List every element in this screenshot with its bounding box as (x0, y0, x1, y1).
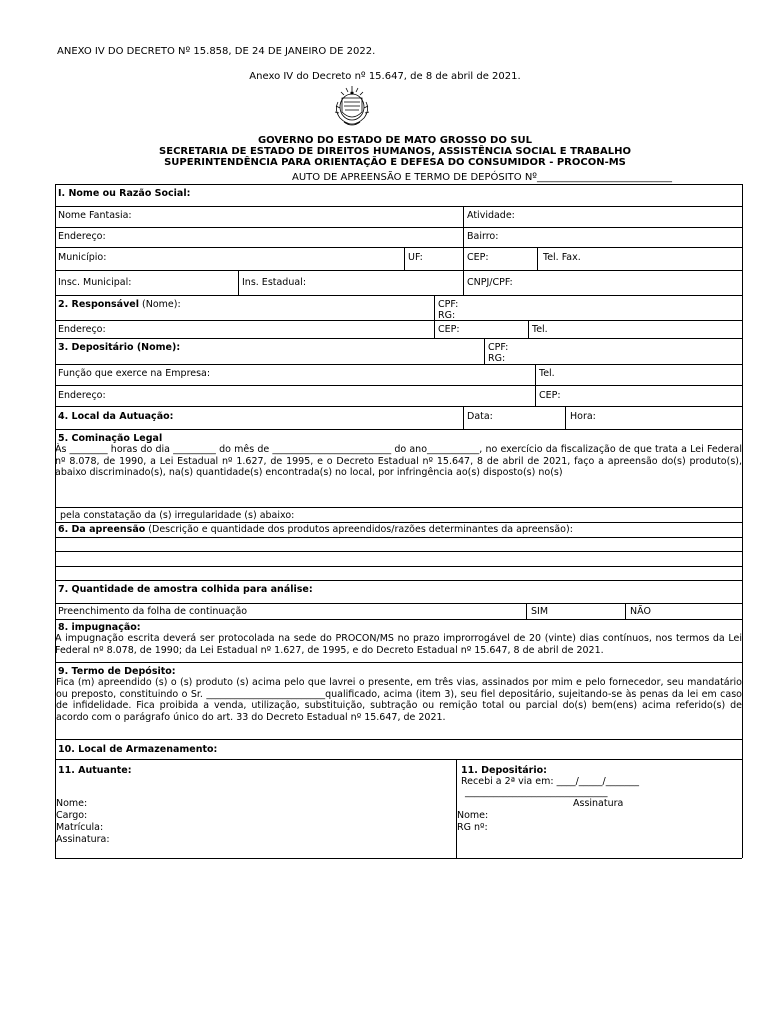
continuacao-label: Preenchimento da folha de continuação (58, 606, 248, 617)
bairro-field[interactable]: Bairro: (467, 231, 499, 242)
nao-option[interactable]: NÃO (630, 606, 651, 617)
cominacao-legal-text: Às ________ horas do dia _________ do mês de _________________________ do ano___________, no exercício da fiscalização de que trata a Lei Federal nº 8.078, de 1990, a Lei Estadual nº 1.627, de 1995, e o Decreto Estadual nº 15.647, 8 de abril de 2021, faço a apreensão do(s) produto(s), abaixo discriminado(s), na(s) quantidade(s) encontrada(s) no local, por infringência ao(s) disposto(s) no(s) (55, 444, 742, 478)
cnpj-cpf-field[interactable]: CNPJ/CPF: (467, 277, 513, 288)
gov-line-3: SUPERINTENDÊNCIA PARA ORIENTAÇÃO E DEFESA DO CONSUMIDOR - PROCON-MS (164, 157, 626, 168)
uf-field[interactable]: UF: (408, 252, 423, 263)
section8-title: 8. impugnação: (58, 622, 141, 633)
gov-line-1: GOVERNO DO ESTADO DE MATO GROSSO DO SUL (257, 135, 533, 146)
ins-estadual-field[interactable]: Ins. Estadual: (242, 277, 307, 288)
responsavel-cpf-field[interactable]: CPF: (438, 299, 459, 310)
depositario-nome-field[interactable]: Nome: (457, 810, 489, 821)
depositario-endereco-field[interactable]: Endereço: (58, 390, 106, 401)
depositario-tel-field[interactable]: Tel. (539, 368, 555, 379)
section4-title: 4. Local da Autuação: (58, 411, 174, 422)
annex-line: ANEXO IV DO DECRETO Nº 15.858, DE 24 DE JANEIRO DE 2022. (57, 46, 376, 57)
responsavel-rg-field[interactable]: RG: (438, 310, 456, 321)
section10-title: 10. Local de Armazenamento: (58, 744, 218, 755)
hora-field[interactable]: Hora: (570, 411, 596, 422)
sim-option[interactable]: SIM (531, 606, 549, 617)
autuante-assinatura-field[interactable]: Assinatura: (56, 834, 110, 845)
section1-title: I. Nome ou Razão Social: (58, 188, 191, 199)
termo-deposito-text: Fica (m) apreendido (s) o (s) produto (s) acima pelo que lavrei o presente, em três vias, assinados por mim e pelo fornecedor, seu mandatário ou preposto, constituindo o Sr. _________________________qualificado, acima (item 3), seu fiel depositário, sujeitando-se às penas da lei em caso de infidelidade. Fica proibida a venda, utilização, substituição, subtração ou remição total ou parcial do(s) bem(ens) acima referido(s) de acordo com o parágrafo único do art. 33 do Decreto Estadual nº 15.647, de 2021. (56, 677, 742, 723)
municipio-field[interactable]: Município: (58, 252, 107, 263)
autuante-matricula-field[interactable]: Matrícula: (56, 822, 104, 833)
atividade-field[interactable]: Atividade: (467, 210, 515, 221)
depositario-cep-field[interactable]: CEP: (539, 390, 561, 401)
autuante-nome-field[interactable]: Nome: (56, 798, 88, 809)
insc-municipal-field[interactable]: Insc. Municipal: (58, 277, 132, 288)
constatacao-text: pela constatação da (s) irregularidade (s) abaixo: (60, 510, 295, 521)
coat-of-arms-icon (330, 84, 374, 128)
form-title: AUTO DE APREENSÃO E TERMO DE DEPÓSITO Nº___________________________ (292, 172, 673, 183)
section6-title: 6. Da apreensão (Descrição e quantidade dos produtos apreendidos/razões determinantes da apreensão): (58, 524, 573, 535)
nome-fantasia-field[interactable]: Nome Fantasia: (58, 210, 132, 221)
depositario-rg-nr-field[interactable]: RG nº: (457, 822, 488, 833)
gov-line-2: SECRETARIA DE ESTADO DE DIREITOS HUMANOS, ASSISTÊNCIA SOCIAL E TRABALHO (159, 146, 631, 157)
impugnacao-text: A impugnação escrita deverá ser protocolada na sede do PROCON/MS no prazo improrrogável de 20 (vinte) dias contínuos, nos termos da Lei Federal nº 8.078, de 1990; da Lei Estadual nº 1.627, de 1995, e do Decreto Estadual nº 15.647, 8 de abril de 2021. (55, 633, 742, 656)
recebi-field[interactable]: Recebi a 2ª via em: ____/_____/_______ (461, 776, 639, 787)
signature-line[interactable]: ______________________________ (465, 787, 608, 798)
section2-title: 2. Responsável (Nome): (58, 299, 181, 310)
depositario-cpf-field[interactable]: CPF: (488, 342, 509, 353)
depositario-rg-field[interactable]: RG: (488, 353, 506, 364)
endereco-field[interactable]: Endereço: (58, 231, 106, 242)
funcao-field[interactable]: Função que exerce na Empresa: (58, 368, 211, 379)
section5-title: 5. Cominação Legal (58, 433, 163, 444)
decree-line: Anexo IV do Decreto nº 15.647, de 8 de abril de 2021. (249, 71, 521, 82)
section7-title: 7. Quantidade de amostra colhida para análise: (58, 584, 313, 595)
responsavel-tel-field[interactable]: Tel. (532, 324, 548, 335)
section3-title: 3. Depositário (Nome): (58, 342, 181, 353)
cep-field[interactable]: CEP: (467, 252, 489, 263)
data-field[interactable]: Data: (467, 411, 493, 422)
responsavel-endereco-field[interactable]: Endereço: (58, 324, 106, 335)
assinatura-label: Assinatura (573, 798, 624, 809)
autuante-cargo-field[interactable]: Cargo: (56, 810, 88, 821)
tel-fax-field[interactable]: Tel. Fax. (543, 252, 581, 263)
responsavel-cep-field[interactable]: CEP: (438, 324, 460, 335)
section11-autuante-title: 11. Autuante: (58, 765, 132, 776)
section11-depositario-title: 11. Depositário: (461, 765, 547, 776)
section9-title: 9. Termo de Depósito: (58, 666, 176, 677)
